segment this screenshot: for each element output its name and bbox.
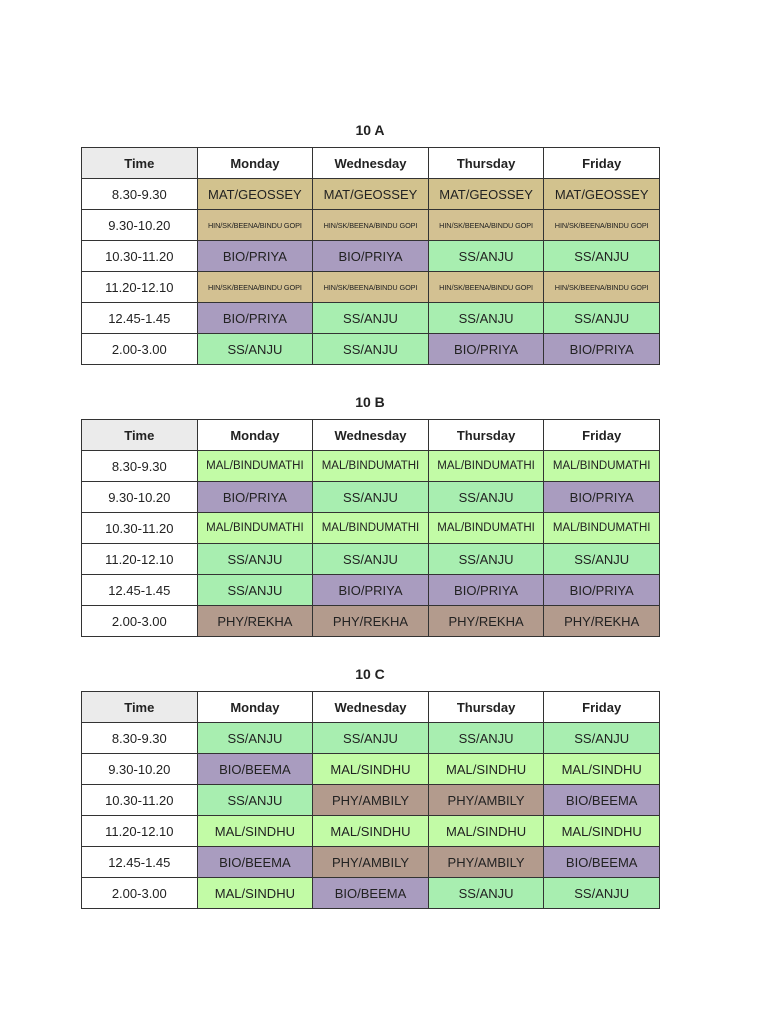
header-friday: Friday — [544, 148, 660, 179]
time-cell: 2.00-3.00 — [82, 606, 198, 637]
table-row — [82, 847, 660, 878]
header-wednesday: Wednesday — [313, 148, 429, 179]
class-cell-friday: HIN/SK/BEENA/BINDU GOPI — [544, 210, 660, 241]
class-cell-thursday: SS/ANJU — [428, 544, 544, 575]
class-cell-thursday: SS/ANJU — [428, 878, 544, 909]
class-cell-monday: MAL/BINDUMATHI — [197, 513, 313, 544]
class-cell-wednesday: SS/ANJU — [313, 482, 429, 513]
class-cell-monday: HIN/SK/BEENA/BINDU GOPI — [197, 272, 313, 303]
class-cell-thursday: SS/ANJU — [428, 482, 544, 513]
class-cell-thursday: PHY/AMBILY — [428, 785, 544, 816]
class-cell-monday: SS/ANJU — [197, 575, 313, 606]
table-title-10b: 10 B — [355, 394, 385, 410]
class-cell-monday: SS/ANJU — [197, 723, 313, 754]
class-cell-thursday: SS/ANJU — [428, 723, 544, 754]
time-cell: 8.30-9.30 — [82, 723, 198, 754]
class-cell-thursday: SS/ANJU — [428, 303, 544, 334]
header-thursday: Thursday — [428, 148, 544, 179]
class-cell-wednesday: PHY/REKHA — [313, 606, 429, 637]
class-cell-friday: PHY/REKHA — [544, 606, 660, 637]
class-cell-wednesday: PHY/AMBILY — [313, 785, 429, 816]
time-cell: 8.30-9.30 — [82, 179, 198, 210]
class-cell-friday: SS/ANJU — [544, 878, 660, 909]
class-cell-friday: MAT/GEOSSEY — [544, 179, 660, 210]
class-cell-wednesday: MAL/SINDHU — [313, 816, 429, 847]
class-cell-wednesday: SS/ANJU — [313, 723, 429, 754]
time-cell: 2.00-3.00 — [82, 878, 198, 909]
class-cell-wednesday: SS/ANJU — [313, 303, 429, 334]
class-cell-wednesday: SS/ANJU — [313, 334, 429, 365]
header-time: Time — [82, 148, 198, 179]
time-cell: 9.30-10.20 — [82, 754, 198, 785]
class-cell-thursday: HIN/SK/BEENA/BINDU GOPI — [428, 210, 544, 241]
class-cell-wednesday: PHY/AMBILY — [313, 847, 429, 878]
class-cell-thursday: MAL/SINDHU — [428, 816, 544, 847]
table-row — [82, 754, 660, 785]
time-cell: 11.20-12.10 — [82, 272, 198, 303]
class-cell-monday: SS/ANJU — [197, 544, 313, 575]
table-row — [82, 210, 660, 241]
time-cell: 12.45-1.45 — [82, 303, 198, 334]
class-cell-friday: SS/ANJU — [544, 241, 660, 272]
class-cell-monday: MAT/GEOSSEY — [197, 179, 313, 210]
class-cell-monday: HIN/SK/BEENA/BINDU GOPI — [197, 210, 313, 241]
time-cell: 11.20-12.10 — [82, 544, 198, 575]
class-cell-friday: MAL/BINDUMATHI — [544, 513, 660, 544]
class-cell-friday: MAL/SINDHU — [544, 754, 660, 785]
table-row — [82, 179, 660, 210]
table-row — [82, 272, 660, 303]
header-wednesday: Wednesday — [313, 420, 429, 451]
header-time: Time — [82, 420, 198, 451]
time-cell: 10.30-11.20 — [82, 785, 198, 816]
class-cell-wednesday: MAL/BINDUMATHI — [313, 513, 429, 544]
class-cell-friday: MAL/BINDUMATHI — [544, 451, 660, 482]
class-cell-wednesday: MAL/SINDHU — [313, 754, 429, 785]
class-cell-wednesday: BIO/BEEMA — [313, 878, 429, 909]
table-row — [82, 575, 660, 606]
table-row — [82, 878, 660, 909]
table-row — [82, 723, 660, 754]
table-row — [82, 544, 660, 575]
class-cell-monday: BIO/PRIYA — [197, 241, 313, 272]
header-row — [82, 148, 660, 179]
table-row — [82, 303, 660, 334]
header-thursday: Thursday — [428, 420, 544, 451]
class-cell-monday: BIO/BEEMA — [197, 847, 313, 878]
header-time: Time — [82, 692, 198, 723]
time-cell: 8.30-9.30 — [82, 451, 198, 482]
class-cell-monday: SS/ANJU — [197, 785, 313, 816]
header-monday: Monday — [197, 148, 313, 179]
class-cell-friday: HIN/SK/BEENA/BINDU GOPI — [544, 272, 660, 303]
table-row — [82, 606, 660, 637]
class-cell-monday: SS/ANJU — [197, 334, 313, 365]
class-cell-wednesday: SS/ANJU — [313, 544, 429, 575]
class-cell-friday: BIO/PRIYA — [544, 575, 660, 606]
class-cell-thursday: SS/ANJU — [428, 241, 544, 272]
table-row — [82, 513, 660, 544]
class-cell-wednesday: HIN/SK/BEENA/BINDU GOPI — [313, 272, 429, 303]
timetable-10a — [81, 147, 660, 365]
class-cell-monday: BIO/PRIYA — [197, 303, 313, 334]
class-cell-friday: SS/ANJU — [544, 303, 660, 334]
class-cell-thursday: MAT/GEOSSEY — [428, 179, 544, 210]
timetable-10b — [81, 419, 660, 637]
header-thursday: Thursday — [428, 692, 544, 723]
table-row — [82, 451, 660, 482]
class-cell-friday: BIO/BEEMA — [544, 785, 660, 816]
header-wednesday: Wednesday — [313, 692, 429, 723]
class-cell-monday: PHY/REKHA — [197, 606, 313, 637]
class-cell-friday: BIO/BEEMA — [544, 847, 660, 878]
header-monday: Monday — [197, 420, 313, 451]
class-cell-thursday: BIO/PRIYA — [428, 334, 544, 365]
class-cell-monday: BIO/PRIYA — [197, 482, 313, 513]
class-cell-monday: MAL/SINDHU — [197, 816, 313, 847]
class-cell-monday: BIO/BEEMA — [197, 754, 313, 785]
class-cell-wednesday: MAL/BINDUMATHI — [313, 451, 429, 482]
class-cell-monday: MAL/SINDHU — [197, 878, 313, 909]
class-cell-thursday: MAL/BINDUMATHI — [428, 451, 544, 482]
class-cell-thursday: BIO/PRIYA — [428, 575, 544, 606]
header-row — [82, 692, 660, 723]
class-cell-monday: MAL/BINDUMATHI — [197, 451, 313, 482]
class-cell-friday: SS/ANJU — [544, 544, 660, 575]
class-cell-wednesday: HIN/SK/BEENA/BINDU GOPI — [313, 210, 429, 241]
time-cell: 10.30-11.20 — [82, 241, 198, 272]
table-row — [82, 816, 660, 847]
time-cell: 11.20-12.10 — [82, 816, 198, 847]
header-monday: Monday — [197, 692, 313, 723]
table-row — [82, 241, 660, 272]
table-row — [82, 785, 660, 816]
table-title-10a: 10 A — [355, 122, 385, 138]
class-cell-thursday: HIN/SK/BEENA/BINDU GOPI — [428, 272, 544, 303]
table-row — [82, 334, 660, 365]
class-cell-wednesday: BIO/PRIYA — [313, 241, 429, 272]
time-cell: 9.30-10.20 — [82, 210, 198, 241]
class-cell-thursday: PHY/AMBILY — [428, 847, 544, 878]
time-cell: 9.30-10.20 — [82, 482, 198, 513]
time-cell: 12.45-1.45 — [82, 575, 198, 606]
header-friday: Friday — [544, 692, 660, 723]
class-cell-friday: MAL/SINDHU — [544, 816, 660, 847]
table-title-10c: 10 C — [355, 666, 385, 682]
class-cell-wednesday: MAT/GEOSSEY — [313, 179, 429, 210]
class-cell-thursday: MAL/BINDUMATHI — [428, 513, 544, 544]
class-cell-friday: BIO/PRIYA — [544, 334, 660, 365]
time-cell: 12.45-1.45 — [82, 847, 198, 878]
class-cell-wednesday: BIO/PRIYA — [313, 575, 429, 606]
class-cell-thursday: MAL/SINDHU — [428, 754, 544, 785]
class-cell-friday: BIO/PRIYA — [544, 482, 660, 513]
time-cell: 10.30-11.20 — [82, 513, 198, 544]
class-cell-friday: SS/ANJU — [544, 723, 660, 754]
class-cell-thursday: PHY/REKHA — [428, 606, 544, 637]
table-row — [82, 482, 660, 513]
header-row — [82, 420, 660, 451]
time-cell: 2.00-3.00 — [82, 334, 198, 365]
timetable-10c — [81, 691, 660, 909]
header-friday: Friday — [544, 420, 660, 451]
